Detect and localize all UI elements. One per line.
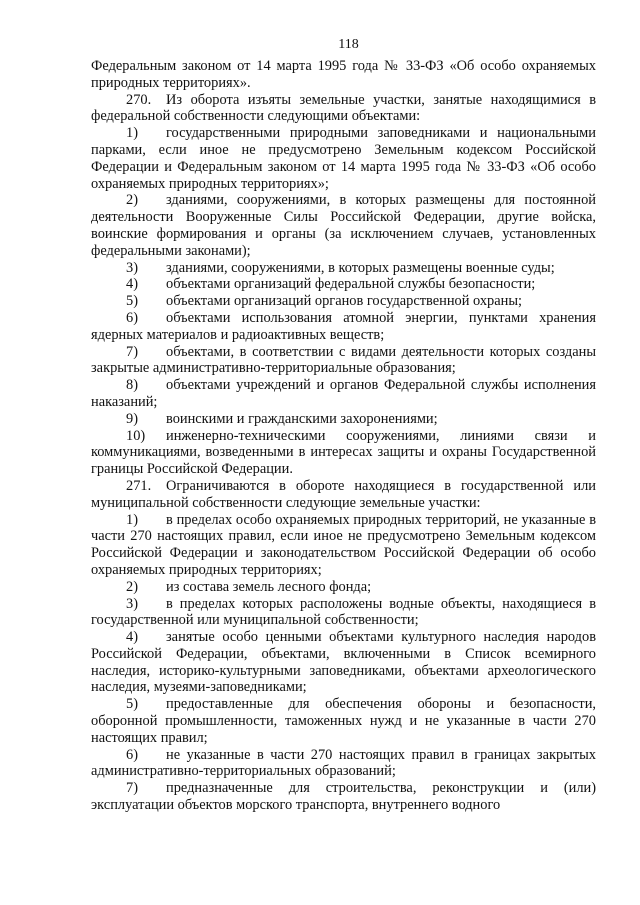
- list-item: [91, 192, 596, 259]
- list-item: [91, 260, 596, 277]
- list-item: [91, 780, 596, 814]
- document-page: [91, 36, 596, 814]
- list-item-number: 4): [126, 629, 138, 646]
- paragraph-text: занятые особо ценными объектами культурного наследия народов Российской Федерации, объектами, включенными в Список всемирного наследия, историко-культурными заповедниками, объектами археологического наследия, музеями-заповедниками;: [91, 629, 596, 696]
- paragraph-text: зданиями, сооружениями, в которых размещены военные суды;: [166, 259, 555, 276]
- list-item-number: 3): [126, 259, 138, 276]
- list-item-number: 9): [126, 410, 138, 427]
- list-item: [91, 293, 596, 310]
- paragraph-text: зданиями, сооружениями, в которых размещены для постоянной деятельности Вооруженные Силы Российской Федерации, другие войска, воинские формирования и органы (за исключением случаев, установленных федеральными законами);: [91, 192, 596, 259]
- paragraph-text: объектами, в соответствии с видами деятельности которых созданы закрытые административно-территориальные образования;: [91, 343, 596, 377]
- list-item: [91, 596, 596, 630]
- list-item: [91, 125, 596, 192]
- paragraph-text: инженерно-техническими сооружениями, линиями связи и коммуникациями, возведенными в интересах защиты и охраны Государственной границы Российской Федерации.: [91, 427, 596, 478]
- list-item: [91, 344, 596, 378]
- list-item: [91, 276, 596, 293]
- list-item-number: 7): [126, 343, 138, 360]
- list-item-number: 7): [126, 780, 138, 797]
- paragraph-text: в пределах которых расположены водные объекты, находящиеся в государственной или муниципальной собственности;: [91, 595, 596, 629]
- list-item: [91, 310, 596, 344]
- list-item-number: 2): [126, 192, 138, 209]
- list-item: [91, 579, 596, 596]
- list-item-number: 10): [126, 427, 146, 444]
- numbered-paragraph: [91, 478, 596, 512]
- paragraph-text: Федеральным законом от 14 марта 1995 года № 33-ФЗ «Об особо охраняемых природных территориях».: [91, 58, 596, 91]
- list-item-number: 5): [126, 696, 138, 713]
- paragraph-text: Из оборота изъяты земельные участки, занятые находящимися в федеральной собственности следующими объектами:: [91, 91, 596, 125]
- paragraph-number: 270.: [126, 91, 152, 108]
- continued-text: [91, 58, 596, 92]
- list-item: [91, 428, 596, 478]
- paragraph-text: в пределах особо охраняемых природных территорий, не указанные в части 270 настоящих правил, если иное не предусмотрено Земельным кодексом Российской Федерации и законодательством Российской Федерации об особо охраняемых природных территориях;: [91, 511, 596, 578]
- list-item: [91, 696, 596, 746]
- list-item-number: 8): [126, 377, 138, 394]
- list-item-number: 2): [126, 578, 138, 595]
- list-item-number: 1): [126, 511, 138, 528]
- paragraph-text: воинскими и гражданскими захоронениями;: [166, 410, 438, 427]
- paragraph-text: объектами использования атомной энергии, пунктами хранения ядерных материалов и радиоактивных веществ;: [91, 309, 596, 343]
- list-item-number: 4): [126, 276, 138, 293]
- paragraph-text: из состава земель лесного фонда;: [166, 578, 372, 595]
- page-number: 118: [338, 37, 359, 52]
- list-item: [91, 629, 596, 696]
- paragraph-text: государственными природными заповедниками и национальными парками, если иное не предусмотрено Земельным кодексом Российской Федерации и Федеральным законом от 14 марта 1995 года № 33-ФЗ «Об особо охраняемых природных территориях»;: [91, 125, 596, 192]
- paragraph-text: объектами организаций органов государственной охраны;: [166, 293, 523, 310]
- paragraph-text: не указанные в части 270 настоящих правил в границах закрытых административно-территориальных образований;: [91, 746, 596, 780]
- list-item-number: 6): [126, 309, 138, 326]
- list-item: [91, 747, 596, 781]
- list-item-number: 3): [126, 595, 138, 612]
- paragraph-text: предназначенные для строительства, реконструкции и (или) эксплуатации объектов морского транспорта, внутреннего водного: [91, 780, 596, 814]
- paragraph-text: объектами учреждений и органов Федеральной службы исполнения наказаний;: [91, 377, 596, 410]
- paragraph-text: объектами организаций федеральной службы безопасности;: [166, 276, 536, 293]
- list-item: [91, 411, 596, 428]
- list-item-number: 6): [126, 746, 138, 763]
- paragraph-number: 271.: [126, 477, 152, 494]
- list-item: [91, 377, 596, 411]
- document-body: [91, 58, 596, 814]
- paragraph-text: Ограничиваются в обороте находящиеся в государственной или муниципальной собственности следующие земельные участки:: [91, 477, 596, 511]
- list-item: [91, 512, 596, 579]
- numbered-paragraph: [91, 92, 596, 126]
- list-item-number: 1): [126, 125, 138, 142]
- paragraph-text: предоставленные для обеспечения обороны и безопасности, оборонной промышленности, таможенных нужд и не указанные в части 270 настоящих правил;: [91, 696, 596, 746]
- list-item-number: 5): [126, 293, 138, 310]
